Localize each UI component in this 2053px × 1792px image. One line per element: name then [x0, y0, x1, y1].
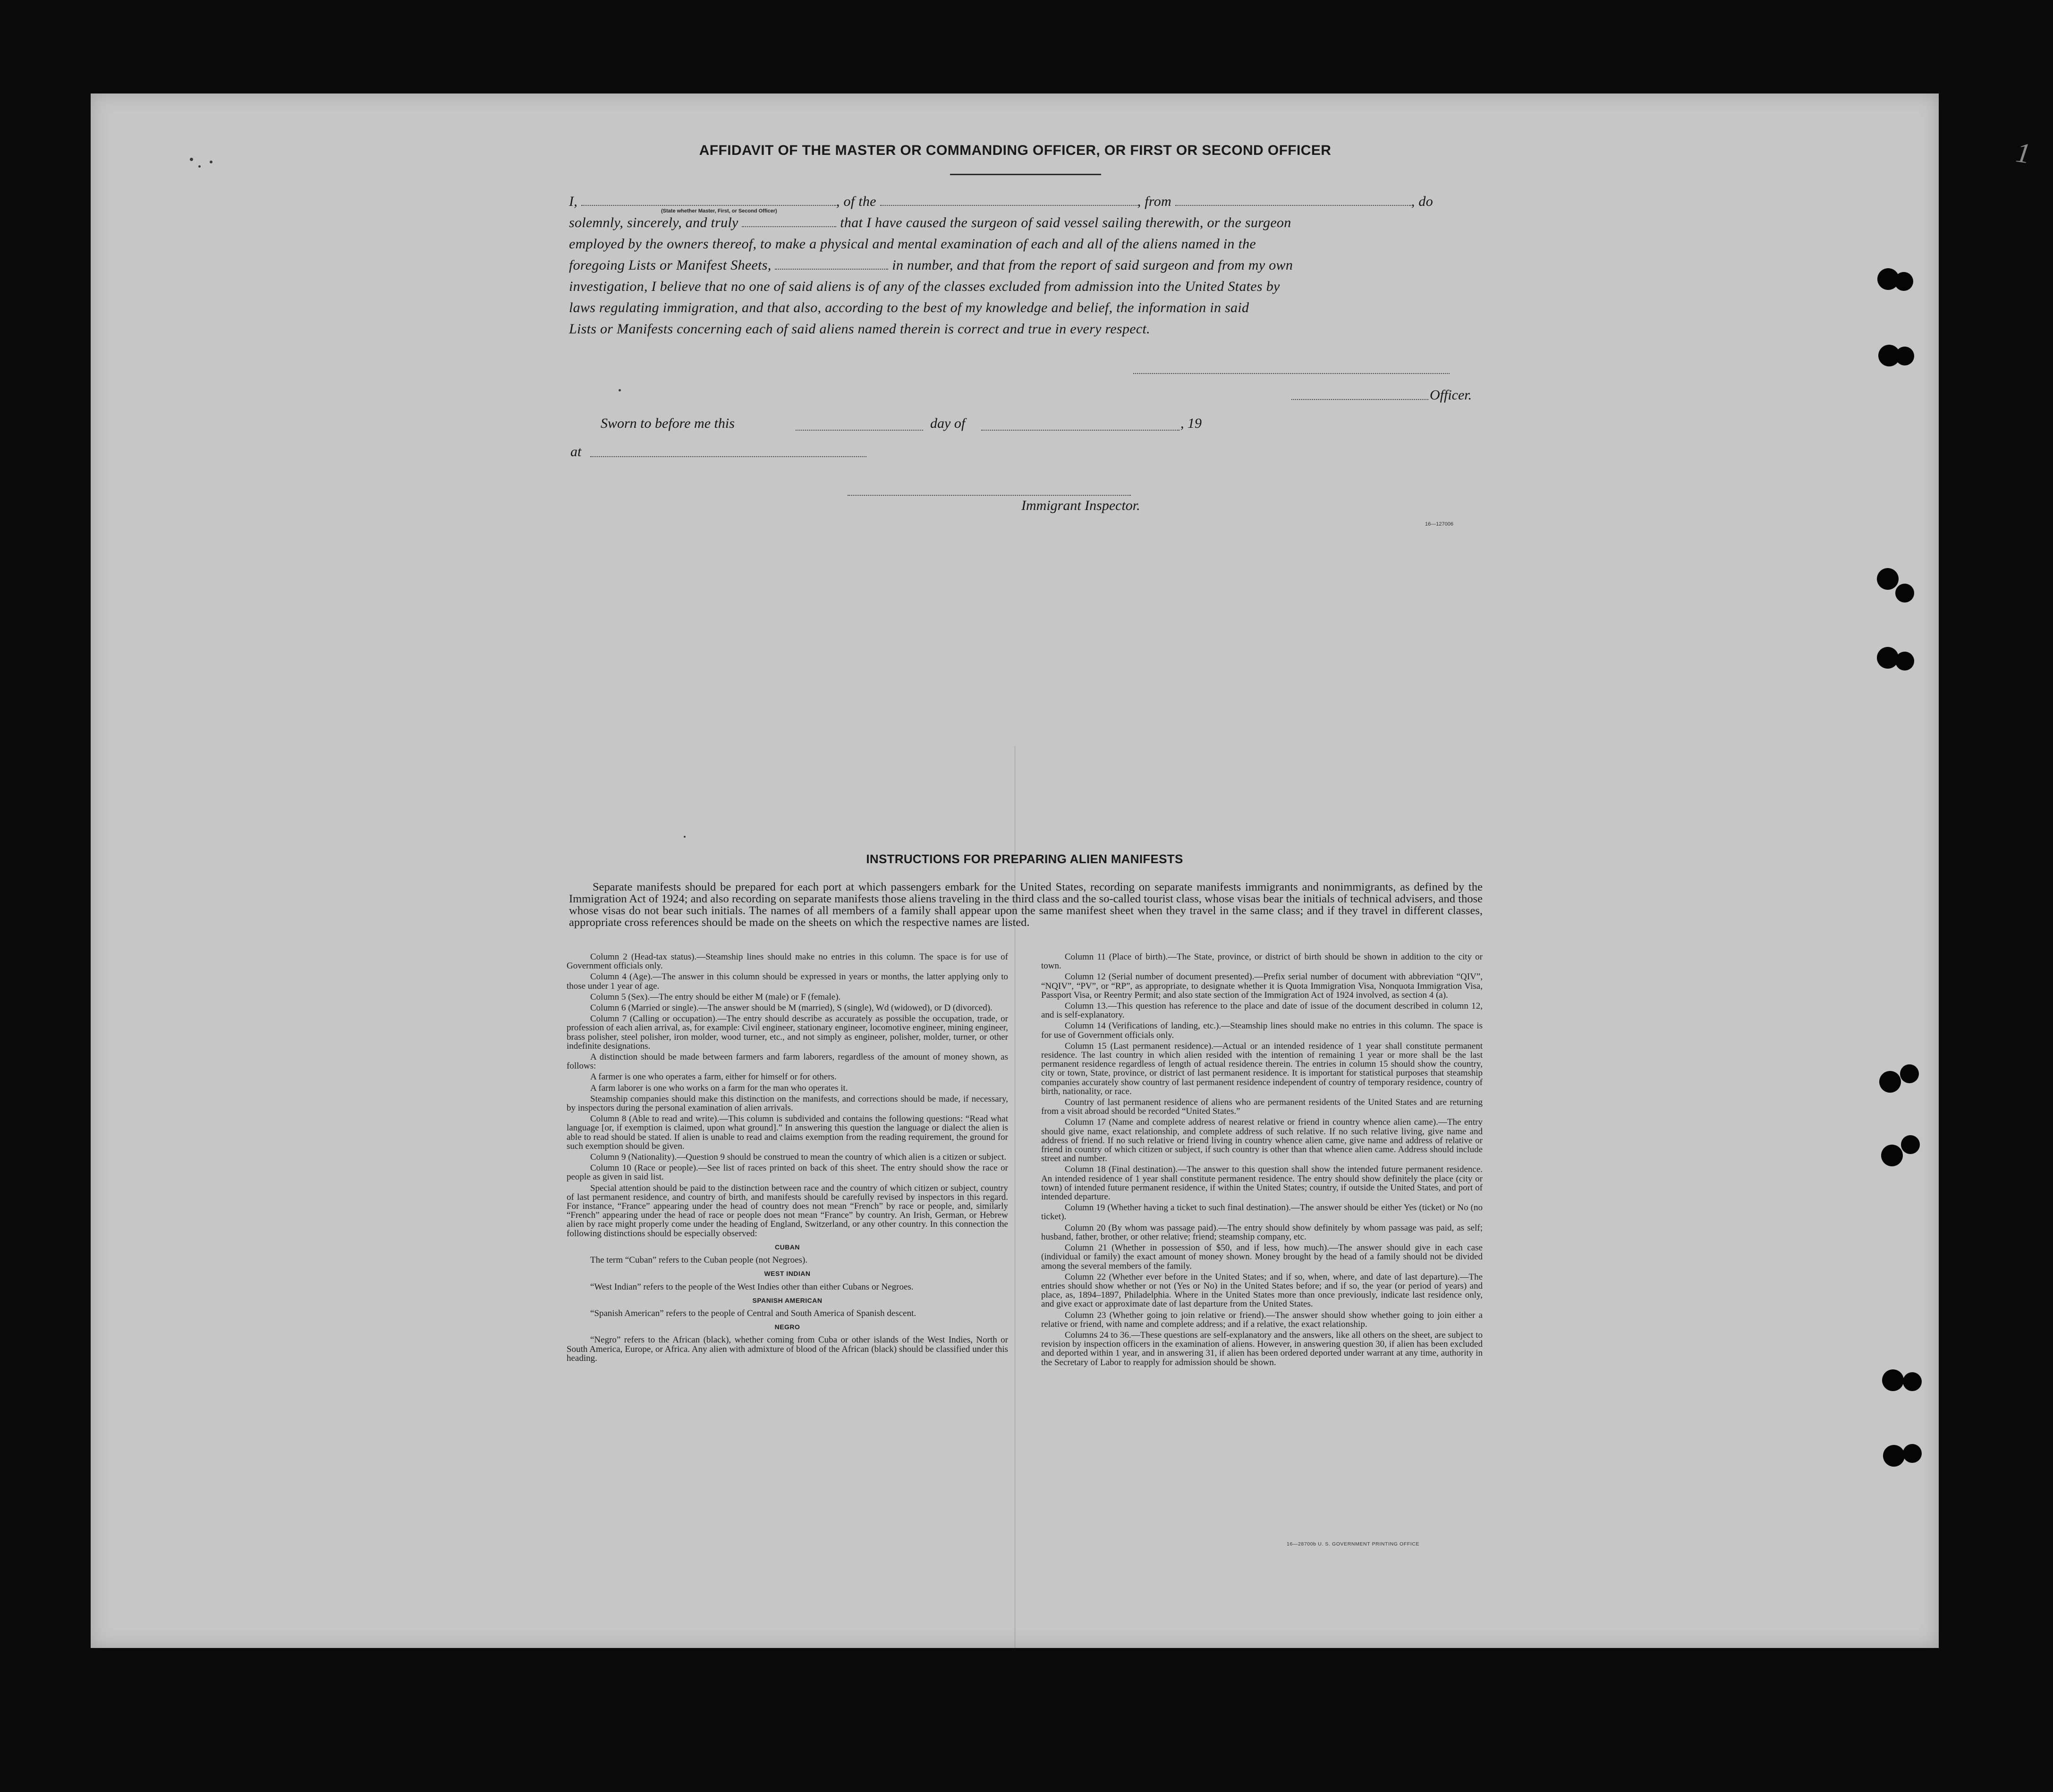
instruction-paragraph: Column 17 (Name and complete address of nearest relative or friend in country whence alien came).—The entry should give name, exact relationship, and complete address of such relative. If no such relative living, give name and address of friend. If no such relative or friend living in country whence alien came, give name and address of relative or friend in country of which citizen or subject, if such country is other than that whence alien came. Address should include street and number. — [1041, 1117, 1483, 1164]
signature-line[interactable] — [1133, 373, 1450, 374]
year-label: , 19 — [1180, 416, 1202, 431]
instruction-paragraph: Steamship companies should make this distinction on the manifests, and corrections should be made, if necessary, by inspectors during the personal examination of alien arrivals. — [567, 1094, 1008, 1113]
cuban-heading: CUBAN — [774, 1243, 800, 1251]
form-number: 16—127006 — [1425, 521, 1453, 527]
punch-hole — [1895, 584, 1914, 603]
alien-count-blank[interactable] — [775, 269, 888, 270]
instruction-paragraph: Column 14 (Verifications of landing, etc.).—Steamship lines should make no entries in this column. The space is for use of Government officials only. — [1041, 1021, 1483, 1040]
inspector-signature-line[interactable] — [848, 495, 1131, 496]
paper-speck — [619, 389, 621, 391]
instruction-paragraph: Column 19 (Whether having a ticket to such final destination).—The answer should be either Yes (ticket) or No (no ticket). — [1041, 1203, 1483, 1222]
margin-mark: 1 — [2014, 136, 2033, 170]
instruction-paragraph: Special attention should be paid to the distinction between race and the country of which citizen or subject, country of last permanent residence, and country of birth, and manifests should be carefully revised by inspectors in this regard. For instance, “France” appearing under the head of country does not mean “French” by race or people, and, similarly “French” appearing under the head of race or people does not mean “France” by country. An Irish, German, or Hebrew alien by race might properly come under the heading of England, Switzerland, or any other country. In this connection the following distinctions should be especially observed: — [567, 1183, 1008, 1239]
punch-hole — [1883, 1445, 1905, 1467]
instruction-paragraph: A farm laborer is one who works on a farm for the man who operates it. — [590, 1083, 848, 1093]
negro-heading: NEGRO — [774, 1323, 800, 1331]
instruction-paragraph: Column 20 (By whom was passage paid).—The entry should show definitely by whom passage was paid, as self; husband, father, brother, or other relative; friend; steamship company, etc. — [1041, 1223, 1483, 1242]
punch-hole — [1903, 1444, 1922, 1463]
affidavit-line-5: investigation, I believe that no one of said aliens is of any of the classes excluded from admission into the United States by — [569, 279, 1280, 294]
affidavit-line-1 — [569, 194, 1483, 210]
affidavit-text: that I have caused the surgeon of said vessel sailing therewith, or the surgeon — [840, 215, 1291, 230]
punch-hole — [1882, 1369, 1904, 1391]
instruction-paragraph: Column 18 (Final destination).—The answer to this question shall show the intended future permanent residence. An intended residence of 1 year shall constitute permanent residence. The entry should show definitely the place (city or town) of intended future permanent residence, if within the United States; country, if outside the United States, and port of intended departure. — [1041, 1164, 1483, 1202]
affidavit-line-3: employed by the owners thereof, to make a physical and mental examination of each and all of the aliens named in the — [569, 236, 1256, 252]
officer-rank-blank[interactable] — [581, 205, 836, 206]
instruction-paragraph: A farmer is one who operates a farm, either for himself or for others. — [590, 1072, 837, 1082]
title-rule — [950, 174, 1101, 175]
instruction-paragraph: Column 6 (Married or single).—The answer should be M (married), S (single), Wd (widowed), or D (divorced). — [590, 1003, 993, 1013]
vessel-name-blank[interactable] — [880, 205, 1137, 206]
instruction-paragraph: Column 8 (Able to read and write).—This column is subdivided and contains the following questions: “Read what language [or, if exemption is claimed, upon what ground].” In answering this question the language or dialect the alien is able to read should be stated. If alien is unable to read and claims exemption from the reading requirement, the ground for such exemption should be given. — [567, 1114, 1008, 1151]
paper-speck — [190, 158, 193, 161]
punch-hole — [1895, 347, 1914, 365]
punch-hole — [1877, 568, 1899, 590]
instructions-left-column — [567, 952, 1008, 1365]
affidavit-of-the: , of the — [836, 194, 876, 209]
affidavit-i: I, — [569, 194, 578, 209]
spanish-american-definition: “Spanish American” refers to the people of Central and South America of Spanish descent. — [590, 1308, 916, 1318]
paper-speck — [210, 161, 212, 163]
instruction-paragraph: Column 4 (Age).—The answer in this column should be expressed in years or months, the latter applying only to those under 1 year of age. — [567, 972, 1008, 991]
affidavit-line-4 — [569, 257, 1483, 273]
west-indian-definition: “West Indian” refers to the people of the West Indies other than either Cubans or Negroes. — [590, 1282, 914, 1292]
affidavit-title: AFFIDAVIT OF THE MASTER OR COMMANDING OFFICER, OR FIRST OR SECOND OFFICER — [699, 143, 1332, 158]
affidavit-line-6: laws regulating immigration, and that also, according to the best of my knowledge and belief, the information in said — [569, 300, 1249, 315]
instruction-paragraph: Column 23 (Whether going to join relative or friend).—The answer should show whether going to join either a relative or friend, with name and complete address; and if a relative, the exact relationship. — [1041, 1310, 1483, 1329]
instruction-paragraph: Column 5 (Sex).—The entry should be either M (male) or F (female). — [590, 992, 841, 1002]
instruction-paragraph: A distinction should be made between farmers and farm laborers, regardless of the amount of money shown, as follows: — [567, 1052, 1008, 1071]
affidavit-from: , from — [1137, 194, 1171, 209]
punch-hole — [1879, 1071, 1901, 1093]
punch-hole — [1895, 652, 1914, 671]
affidavit-line-7: Lists or Manifests concerning each of said aliens named therein is correct and true in every respect. — [569, 321, 1150, 337]
instructions-intro: Separate manifests should be prepared for each port at which passengers embark for the United States, recording on separate manifests immigrants and nonimmigrants, as defined by the Immigration Act of 1924; and also recording on separate manifests those aliens traveling in the third class and the so-called tourist class, whose visas bear the initials of technical advisers, and those whose visas do not bear such initials. The names of all members of a family shall appear upon the same manifest sheet when they travel in the same class; and if they travel in different classes, appropriate cross references should be made on the sheets on which the respective names are listed. — [569, 881, 1483, 929]
instruction-paragraph: Columns 24 to 36.—These questions are self-explanatory and the answers, like all others on the sheet, are subject to revision by inspection officers in the examination of aliens. However, in answering question 30, if alien has been excluded and deported within 1 year, and in answering 31, if alien has been ordered deported under warrant at any time, authority in the Secretary of Labor to reapply for admission should be shown. — [1041, 1330, 1483, 1367]
instruction-paragraph: Column 21 (Whether in possession of $50, and if less, how much).—The answer should give in each case (individual or family) the exact amount of money shown. Money brought by the head of a family should not be divided among the several members of the family. — [1041, 1243, 1483, 1271]
paper-speck — [198, 165, 201, 168]
punch-hole — [1903, 1372, 1922, 1391]
instruction-paragraph: Column 9 (Nationality).—Question 9 should be construed to mean the country of which alien is a citizen or subject. — [590, 1152, 1007, 1163]
sworn-label: Sworn to before me this — [601, 416, 735, 431]
officer-label: Officer. — [1430, 387, 1472, 403]
negro-definition: “Negro” refers to the African (black), whether coming from Cuba or other islands of the West Indies, North or South America, Europe, or Africa. Any alien with admixture of blood of the African (black) should be classified under this heading. — [567, 1335, 1008, 1363]
paper-speck — [684, 836, 686, 838]
instruction-paragraph: Column 2 (Head-tax status).—Steamship lines should make no entries in this column. The space is for use of Government officials only. — [567, 952, 1008, 971]
punch-hole — [1900, 1064, 1919, 1083]
punch-hole — [1881, 1145, 1903, 1166]
location-blank[interactable] — [590, 456, 866, 457]
affidavit-do: , do — [1411, 194, 1433, 209]
officer-signature-line[interactable] — [1291, 399, 1428, 400]
departure-port-blank[interactable] — [1175, 205, 1411, 206]
printing-office-footer: 16—28700b U. S. GOVERNMENT PRINTING OFFICE — [1287, 1541, 1420, 1547]
swear-date-blank[interactable] — [742, 226, 836, 227]
cuban-definition: The term “Cuban” refers to the Cuban people (not Negroes). — [590, 1255, 808, 1265]
punch-hole — [1894, 272, 1913, 291]
instruction-paragraph: Column 13.—This question has reference to the place and date of issue of the document described in column 12, and is self-explanatory. — [1041, 1001, 1483, 1020]
instruction-paragraph: Column 12 (Serial number of document presented).—Prefix serial number of document with abbreviation “QIV”, “NQIV”, “PV”, or “RP”, as appropriate, to designate whether it is Quota Immigration Visa, Nonquota Immigration Visa, Passport Visa, or Reentry Permit; and also state section of the Immigration Act of 1924 involved, as section 4 (a). — [1041, 972, 1483, 1000]
affidavit-line-2 — [569, 215, 1483, 231]
instruction-paragraph: Column 10 (Race or people).—See list of races printed on back of this sheet. The entry should show the race or people as given in said list. — [567, 1163, 1008, 1182]
affidavit-text: solemnly, sincerely, and truly — [569, 215, 738, 230]
at-label: at — [570, 444, 582, 459]
sworn-month-blank[interactable] — [981, 430, 1179, 431]
spanish-american-heading: SPANISH AMERICAN — [752, 1296, 823, 1304]
instructions-right-column — [1041, 952, 1483, 1369]
west-indian-heading: WEST INDIAN — [764, 1270, 811, 1278]
sworn-day-blank[interactable] — [796, 430, 923, 431]
affidavit-text: in number, and that from the report of said surgeon and from my own — [892, 257, 1293, 273]
instruction-paragraph: Column 22 (Whether ever before in the United States; and if so, when, where, and date of last departure).—The entries should show whether or not (Yes or No) in the United States before; and if so, the year (or period of years) and place, as, 1894–1897, Philadelphia. Where in the United States more than once previously, indicate last residence only, and give exact or approximate date of last departure from the United States. — [1041, 1272, 1483, 1309]
instruction-paragraph: Column 7 (Calling or occupation).—The entry should describe as accurately as possible the occupation, trade, or profession of each alien arrival, as, for example: Civil engineer, stationary engineer, locomotive engineer, mining engineer, brass polisher, steel polisher, iron molder, wood turner, etc., and not simply as engineer, polisher, molder, turner, or other indefinite designations. — [567, 1014, 1008, 1051]
instructions-title: INSTRUCTIONS FOR PREPARING ALIEN MANIFESTS — [866, 852, 1183, 866]
instruction-paragraph: Country of last permanent residence of aliens who are permanent residents of the United States and are returning from a visit abroad should be recorded “United States.” — [1041, 1097, 1483, 1117]
instruction-paragraph: Column 15 (Last permanent residence).—Actual or an intended residence of 1 year shall constitute permanent residence. The last country in which alien resided with the intention of remaining 1 year or more shall be the last permanent residence regardless of length of actual residence therein. The entries in column 15 should show the country, city or town, State, province, or district of last permanent residence. It is important for statistical purposes that steamship companies accurately show country of last permanent residence independent of country of temporary residence, country of birth, nationality, or race. — [1041, 1041, 1483, 1096]
inspector-label: Immigrant Inspector. — [1021, 498, 1140, 513]
day-of-label: day of — [930, 416, 966, 431]
instruction-paragraph: Column 11 (Place of birth).—The State, province, or district of birth should be shown in addition to the city or town. — [1041, 952, 1483, 971]
punch-hole — [1901, 1135, 1920, 1154]
officer-rank-caption: (State whether Master, First, or Second Officer) — [661, 208, 777, 214]
affidavit-text: foregoing Lists or Manifest Sheets, — [569, 257, 772, 273]
